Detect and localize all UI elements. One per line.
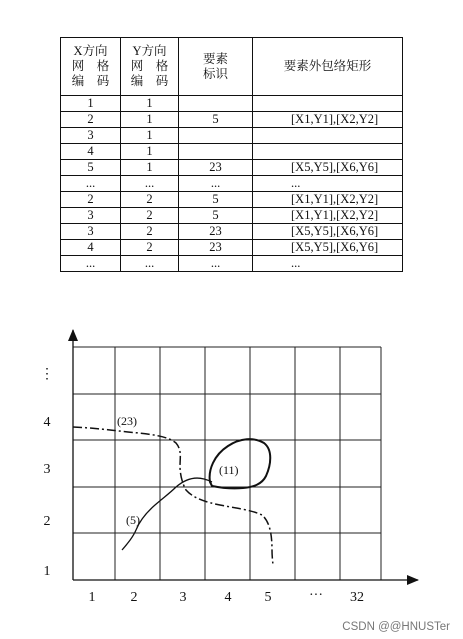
table-row bbox=[61, 208, 403, 224]
grid-map-figure bbox=[0, 318, 463, 618]
cell-bounding-rect: [X5,Y5],[X6,Y6] bbox=[253, 224, 403, 240]
y-tick-label: ⋮ bbox=[40, 367, 54, 382]
cell-x-code: 1 bbox=[61, 96, 121, 112]
cell-y-code: 1 bbox=[121, 112, 179, 128]
cell-x-code: 3 bbox=[61, 208, 121, 224]
x-tick-label: 5 bbox=[264, 590, 272, 605]
table-row bbox=[61, 256, 403, 272]
cell-x-code: 2 bbox=[61, 192, 121, 208]
element-label-11: (11) bbox=[219, 463, 239, 477]
cell-element-id bbox=[179, 128, 253, 144]
x-tick-label: 2 bbox=[130, 590, 138, 605]
cell-x-code: 4 bbox=[61, 144, 121, 160]
cell-y-code: 2 bbox=[121, 240, 179, 256]
cell-bounding-rect: [X1,Y1],[X2,Y2] bbox=[253, 112, 403, 128]
cell-element-id: ... bbox=[179, 256, 253, 272]
header-x-grid-code: X方向 网 格 编 码 bbox=[61, 38, 121, 96]
cell-bounding-rect bbox=[253, 144, 403, 160]
cell-element-id bbox=[179, 144, 253, 160]
element-label-23: (23) bbox=[117, 414, 137, 428]
cell-bounding-rect bbox=[253, 96, 403, 112]
cell-y-code: 1 bbox=[121, 96, 179, 112]
table-row bbox=[61, 224, 403, 240]
cell-element-id: ... bbox=[179, 176, 253, 192]
y-tick-label: 1 bbox=[43, 564, 51, 579]
cell-y-code: 1 bbox=[121, 160, 179, 176]
x-tick-label: ··· bbox=[309, 588, 323, 603]
cell-x-code: 5 bbox=[61, 160, 121, 176]
table-row bbox=[61, 96, 403, 112]
header-bounding-rect: 要素外包络矩形 bbox=[253, 38, 403, 96]
table-row bbox=[61, 160, 403, 176]
cell-y-code: 1 bbox=[121, 128, 179, 144]
cell-element-id: 23 bbox=[179, 224, 253, 240]
table-row bbox=[61, 192, 403, 208]
cell-x-code: 2 bbox=[61, 112, 121, 128]
cell-y-code: ... bbox=[121, 176, 179, 192]
cell-x-code: 4 bbox=[61, 240, 121, 256]
table-row bbox=[61, 128, 403, 144]
cell-bounding-rect: ... bbox=[253, 176, 403, 192]
header-element-id: 要素 标识 bbox=[179, 38, 253, 96]
cell-bounding-rect bbox=[253, 128, 403, 144]
cell-x-code: 3 bbox=[61, 224, 121, 240]
table-row bbox=[61, 144, 403, 160]
table-row bbox=[61, 176, 403, 192]
table-header-row bbox=[61, 38, 403, 96]
x-tick-label: 4 bbox=[224, 590, 232, 605]
cell-bounding-rect: [X1,Y1],[X2,Y2] bbox=[253, 208, 403, 224]
cell-bounding-rect: [X5,Y5],[X6,Y6] bbox=[253, 160, 403, 176]
cell-element-id: 23 bbox=[179, 160, 253, 176]
watermark: CSDN @@HNUSTer bbox=[342, 621, 450, 633]
cell-element-id: 5 bbox=[179, 112, 253, 128]
cell-bounding-rect: [X1,Y1],[X2,Y2] bbox=[253, 192, 403, 208]
cell-x-code: ... bbox=[61, 256, 121, 272]
table-row bbox=[61, 240, 403, 256]
cell-y-code: ... bbox=[121, 256, 179, 272]
x-tick-label: 1 bbox=[88, 590, 96, 605]
cell-element-id bbox=[179, 96, 253, 112]
cell-y-code: 2 bbox=[121, 224, 179, 240]
cell-element-id: 5 bbox=[179, 192, 253, 208]
grid-index-table bbox=[60, 37, 403, 272]
y-tick-label: 4 bbox=[43, 415, 51, 430]
cell-element-id: 5 bbox=[179, 208, 253, 224]
header-y-grid-code: Y方向 网 格 编 码 bbox=[121, 38, 179, 96]
x-tick-label: 3 bbox=[179, 590, 187, 605]
cell-bounding-rect: [X5,Y5],[X6,Y6] bbox=[253, 240, 403, 256]
y-tick-label: 3 bbox=[43, 462, 51, 477]
element-label-5: (5) bbox=[126, 513, 140, 527]
cell-x-code: 3 bbox=[61, 128, 121, 144]
cell-element-id: 23 bbox=[179, 240, 253, 256]
dash-dot-line-element bbox=[73, 427, 273, 566]
y-tick-label: 2 bbox=[43, 514, 51, 529]
cell-bounding-rect: ... bbox=[253, 256, 403, 272]
cell-x-code: ... bbox=[61, 176, 121, 192]
table-row bbox=[61, 112, 403, 128]
cell-y-code: 2 bbox=[121, 208, 179, 224]
x-tick-label: 32 bbox=[350, 590, 364, 605]
cell-y-code: 2 bbox=[121, 192, 179, 208]
cell-y-code: 1 bbox=[121, 144, 179, 160]
